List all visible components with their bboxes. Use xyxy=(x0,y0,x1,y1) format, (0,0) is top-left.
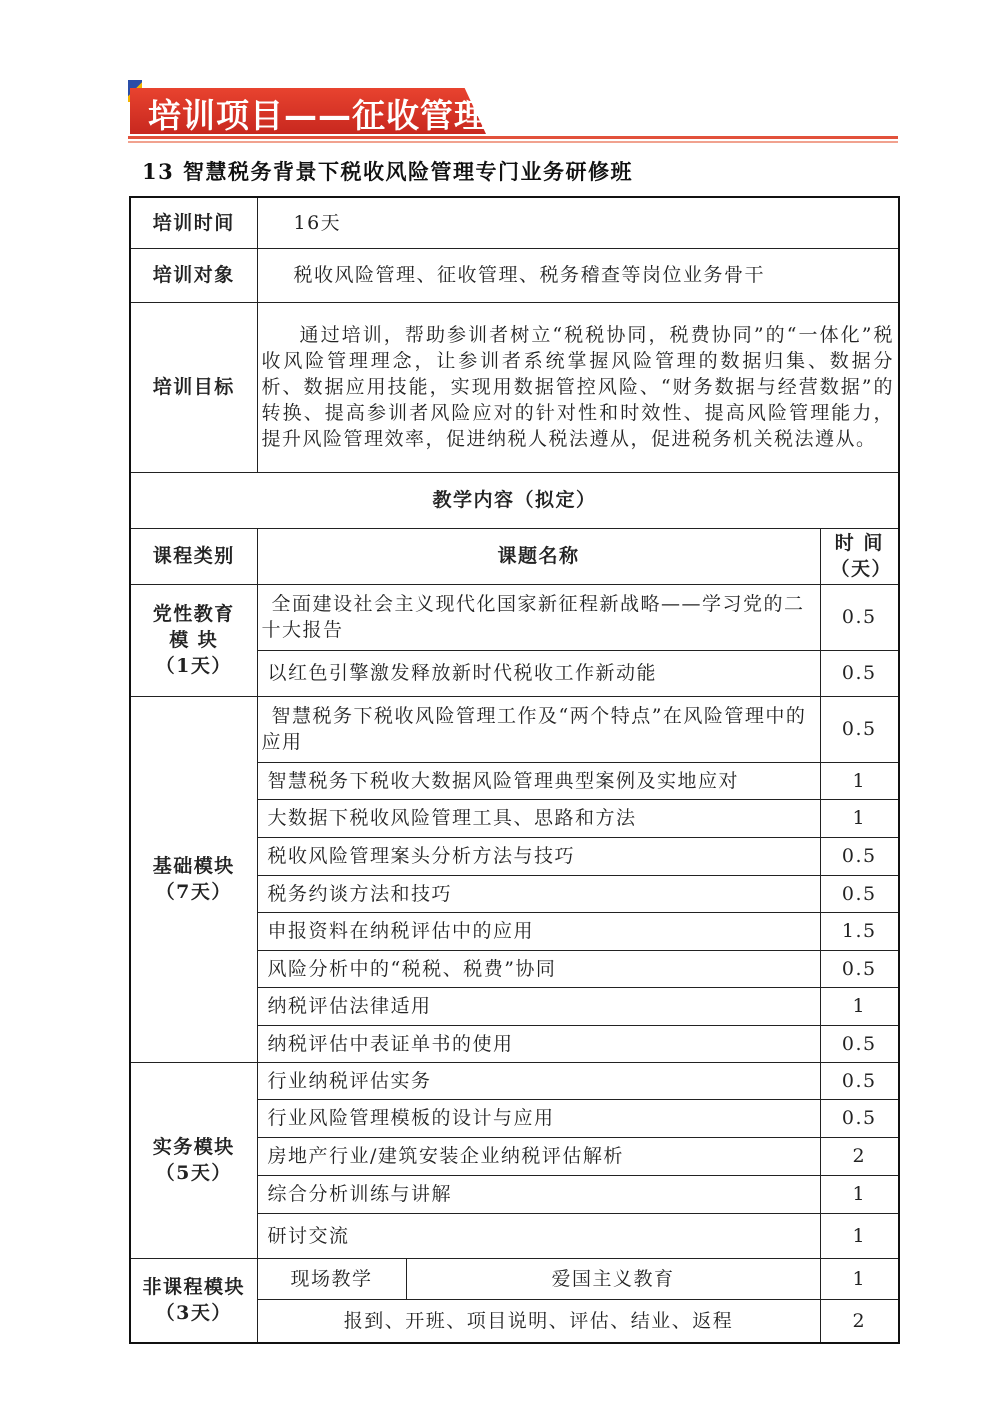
course-topic: 以红色引擎激发释放新时代税收工作新动能 xyxy=(257,650,820,696)
course-topic: 风险分析中的“税税、税费”协同 xyxy=(257,950,820,987)
module-name-line: （1天） xyxy=(155,655,232,677)
module-name-line: （5天） xyxy=(155,1162,232,1184)
course-topic: 纳税评估中表证单书的使用 xyxy=(257,1025,820,1062)
time-label: 培训时间 xyxy=(130,197,257,248)
col-header-category: 课程类别 xyxy=(130,528,257,584)
row-column-headers xyxy=(130,528,899,584)
goal-text: 通过培训，帮助参训者树立“税税协同，税费协同”的“一体化”税收风险管理理念，让参训者系统掌握风险管理的数据归集、数据分析、数据应用技能，实现用数据管控风险、“财务数据与经营数据”的转换、提高参训者风险应对的针对性和时效性、提高风险管理能力，提升风险管理效率，促进纳税人税法遵从，促进税务机关税法遵从。 xyxy=(261,324,895,450)
course-row xyxy=(130,584,899,650)
course-topic: 全面建设社会主义现代化国家新征程新战略——学习党的二十大报告 xyxy=(257,584,820,650)
module-name-line: 基础模块 xyxy=(152,855,235,877)
admin-topic: 报到、开班、项目说明、评估、结业、返程 xyxy=(257,1299,820,1343)
module-name-line: （7天） xyxy=(155,881,232,903)
module-name-line: 实务模块 xyxy=(152,1136,235,1158)
row-content-heading xyxy=(130,472,899,528)
course-topic: 智慧税务下税收大数据风险管理典型案例及实地应对 xyxy=(257,762,820,799)
module-name-line: 非课程模块 xyxy=(142,1276,245,1299)
course-title: 13 智慧税务背景下税收风险管理专门业务研修班 xyxy=(142,159,634,184)
course-topic: 综合分析训练与讲解 xyxy=(257,1175,820,1213)
module-name xyxy=(130,696,257,1062)
course-days: 2 xyxy=(820,1137,899,1175)
course-days: 0.5 xyxy=(820,1099,899,1137)
course-topic: 税收风险管理案头分析方法与技巧 xyxy=(257,837,820,875)
row-training-time xyxy=(130,197,899,248)
course-days: 0.5 xyxy=(820,1025,899,1062)
banner-title: 培训项目——征收管理类 xyxy=(148,96,522,135)
course-topic: 房地产行业/建筑安装企业纳税评估解析 xyxy=(257,1137,820,1175)
banner-rule-light xyxy=(128,141,898,143)
course-days: 1 xyxy=(820,799,899,837)
course-days: 1 xyxy=(820,1175,899,1213)
row-training-goal xyxy=(130,302,899,472)
module-name xyxy=(130,1062,257,1258)
module-name-line: 党性教育 xyxy=(152,603,235,625)
time-value: 16天 xyxy=(257,197,899,248)
col-header-topic: 课题名称 xyxy=(257,528,820,584)
col-header-time-line2: （天） xyxy=(830,558,893,580)
course-days: 1.5 xyxy=(820,912,899,950)
course-days: 1 xyxy=(820,762,899,799)
module-name xyxy=(130,584,257,696)
course-topic: 申报资料在纳税评估中的应用 xyxy=(257,912,820,950)
course-row xyxy=(130,1062,899,1099)
course-days: 0.5 xyxy=(820,950,899,987)
course-days: 0.5 xyxy=(820,875,899,912)
module-name-line: （3天） xyxy=(155,1302,232,1325)
course-days: 0.5 xyxy=(820,650,899,696)
field-teaching-days: 1 xyxy=(820,1258,899,1299)
field-teaching-topic: 爱国主义教育 xyxy=(406,1258,820,1299)
target-value: 税收风险管理、征收管理、税务稽查等岗位业务骨干 xyxy=(257,248,899,302)
admin-days: 2 xyxy=(820,1299,899,1343)
goal-label: 培训目标 xyxy=(130,302,257,472)
col-header-time xyxy=(820,528,899,584)
course-topic: 行业风险管理模板的设计与应用 xyxy=(257,1099,820,1137)
course-days: 0.5 xyxy=(820,696,899,762)
training-plan-table xyxy=(129,196,900,1344)
col-header-time-line1: 时 间 xyxy=(834,532,884,554)
course-days: 1 xyxy=(820,1213,899,1258)
module-name-non-course xyxy=(130,1258,257,1343)
course-days: 0.5 xyxy=(820,584,899,650)
course-topic: 税务约谈方法和技巧 xyxy=(257,875,820,912)
course-topic: 大数据下税收风险管理工具、思路和方法 xyxy=(257,799,820,837)
course-topic: 智慧税务下税收风险管理工作及“两个特点”在风险管理中的应用 xyxy=(257,696,820,762)
course-days: 0.5 xyxy=(820,1062,899,1099)
course-topic: 行业纳税评估实务 xyxy=(257,1062,820,1099)
course-row xyxy=(130,696,899,762)
section-banner xyxy=(128,80,898,142)
target-label: 培训对象 xyxy=(130,248,257,302)
row-training-target xyxy=(130,248,899,302)
row-field-teaching xyxy=(130,1258,899,1299)
course-days: 0.5 xyxy=(820,837,899,875)
banner-rule xyxy=(128,136,898,139)
module-name-line: 模 块 xyxy=(169,629,219,651)
course-topic: 纳税评估法律适用 xyxy=(257,987,820,1025)
goal-value xyxy=(257,302,899,472)
course-days: 1 xyxy=(820,987,899,1025)
course-topic: 研讨交流 xyxy=(257,1213,820,1258)
content-heading: 教学内容（拟定） xyxy=(130,472,899,528)
field-teaching-label: 现场教学 xyxy=(257,1258,406,1299)
